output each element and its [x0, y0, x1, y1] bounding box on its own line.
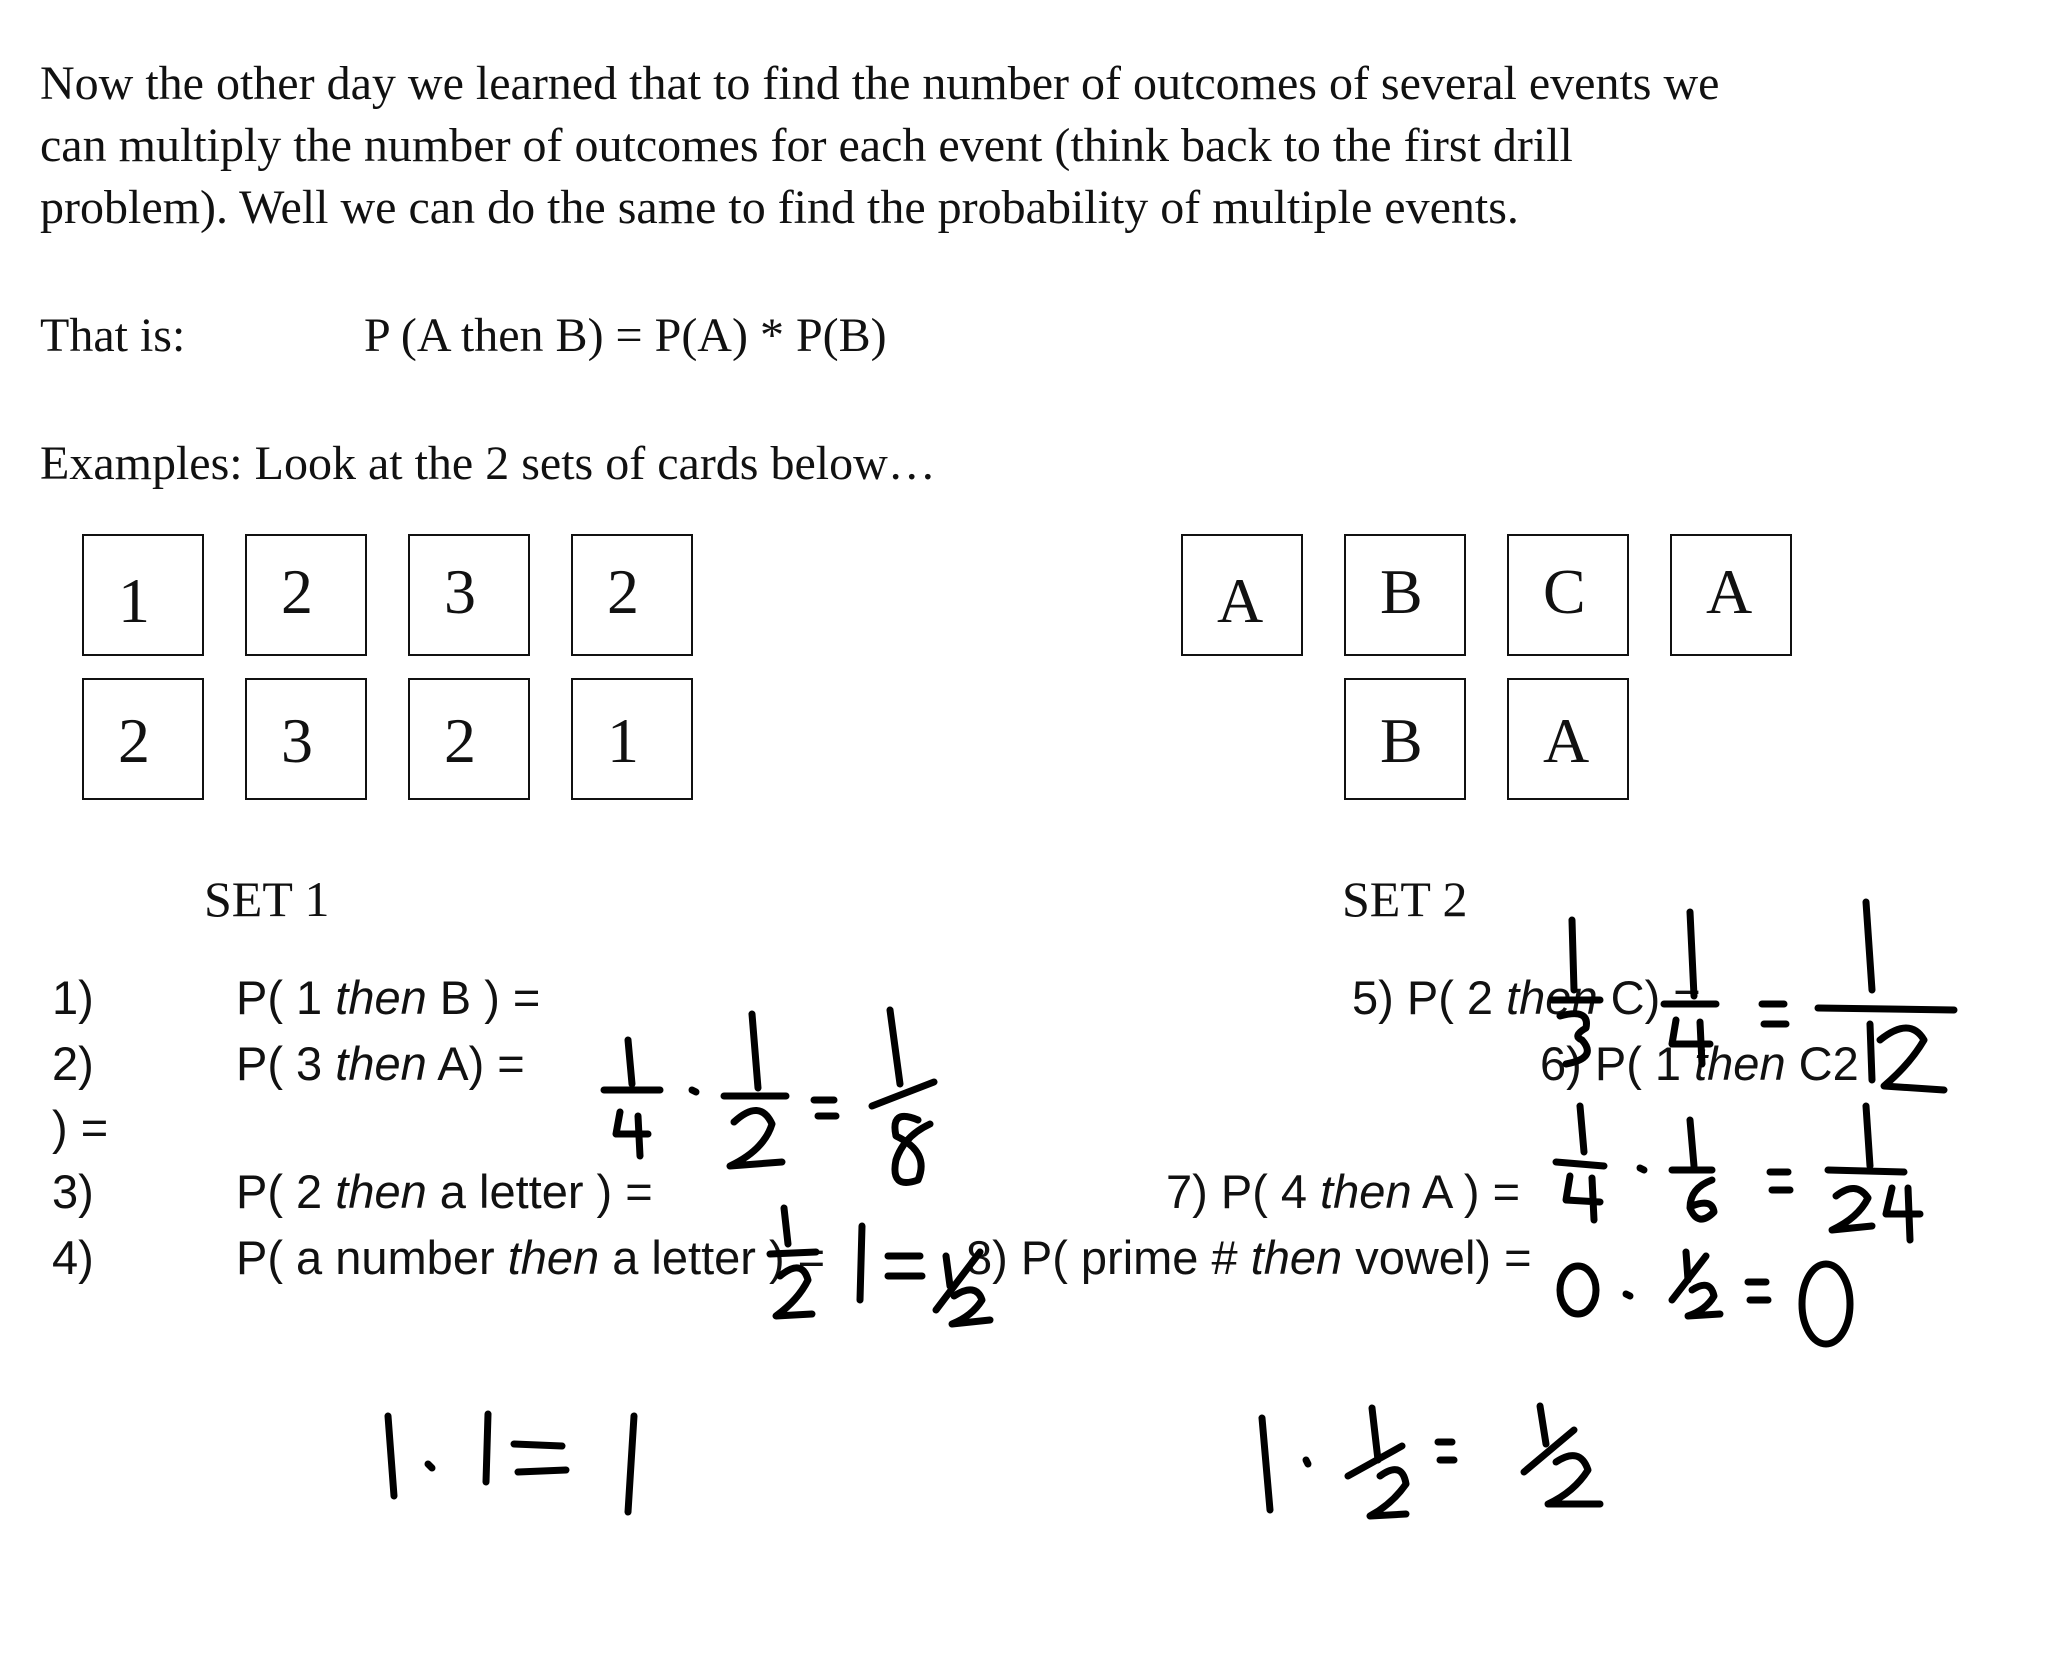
problem-text: P( 3 [236, 1037, 336, 1090]
problem-text: P( 1 [236, 971, 336, 1024]
problem-text: P( a number [236, 1231, 508, 1284]
handwriting-problem-6 [1262, 1406, 1600, 1516]
card: B [1344, 678, 1466, 800]
problem-text: C2 [1785, 1037, 1859, 1090]
handwriting-problem-3 [388, 1414, 634, 1512]
card: 1 [571, 678, 693, 800]
problem-text: A) = [426, 1037, 525, 1090]
problem-then: then [335, 971, 427, 1024]
problem-text: vowel) = [1342, 1231, 1532, 1284]
card: C [1507, 534, 1629, 656]
problem-number: 4) [52, 1231, 94, 1284]
formula-label: That is: [40, 309, 186, 362]
problem-then: then [1250, 1231, 1343, 1284]
card: A [1670, 534, 1792, 656]
problem-text: 8) P( prime # [966, 1231, 1251, 1284]
card: A [1507, 678, 1629, 800]
problem-number: 2) [52, 1037, 94, 1090]
problem-overflow: ) = [52, 1101, 109, 1154]
problem-then: then [1694, 1037, 1786, 1090]
problem-then: then [1320, 1165, 1412, 1218]
set1-label: SET 1 [204, 871, 330, 927]
card: 1 [82, 534, 204, 656]
card: A [1181, 534, 1303, 656]
problem-text: B ) = [426, 971, 541, 1024]
problem-then: then [335, 1037, 427, 1090]
handwriting-problem-4 [770, 1208, 990, 1324]
problem-then: then [507, 1231, 600, 1284]
problem-text: 6) P( 1 [1540, 1037, 1695, 1090]
handwriting-problem-5 [1552, 902, 1954, 1090]
problem-text: A ) = [1411, 1165, 1521, 1218]
problem-text: P( 2 [236, 1165, 336, 1218]
problem-then: then [335, 1165, 427, 1218]
card: 2 [82, 678, 204, 800]
card: 3 [408, 534, 530, 656]
problem-number: 3) [52, 1165, 94, 1218]
card: 2 [571, 534, 693, 656]
problem-then: then [1506, 971, 1598, 1024]
problem-number: 1) [52, 971, 94, 1024]
intro-line-2: can multiply the number of outcomes for each event (think back to the first drill [40, 119, 1573, 172]
examples-text: Examples: Look at the 2 sets of cards below… [40, 437, 936, 490]
card: 2 [245, 534, 367, 656]
problem-text: 5) P( 2 [1352, 971, 1507, 1024]
problem-text: a letter ) = [599, 1231, 826, 1284]
problem-text: C) = [1597, 971, 1701, 1024]
card: 2 [408, 678, 530, 800]
formula-expression: P (A then B) = P(A) * P(B) [364, 309, 887, 362]
handwriting-problem-2 [604, 1010, 934, 1183]
card: 3 [245, 678, 367, 800]
card: B [1344, 534, 1466, 656]
handwriting-problem-8 [1560, 1252, 1850, 1344]
intro-line-3: problem). Well we can do the same to find the probability of multiple events. [40, 181, 1519, 234]
intro-line-1: Now the other day we learned that to find the number of outcomes of several events we [40, 57, 1720, 110]
handwriting-problem-7 [1556, 1106, 1920, 1240]
set2-label: SET 2 [1342, 871, 1468, 927]
problem-text: 7) P( 4 [1166, 1165, 1321, 1218]
problem-text: a letter ) = [426, 1165, 653, 1218]
